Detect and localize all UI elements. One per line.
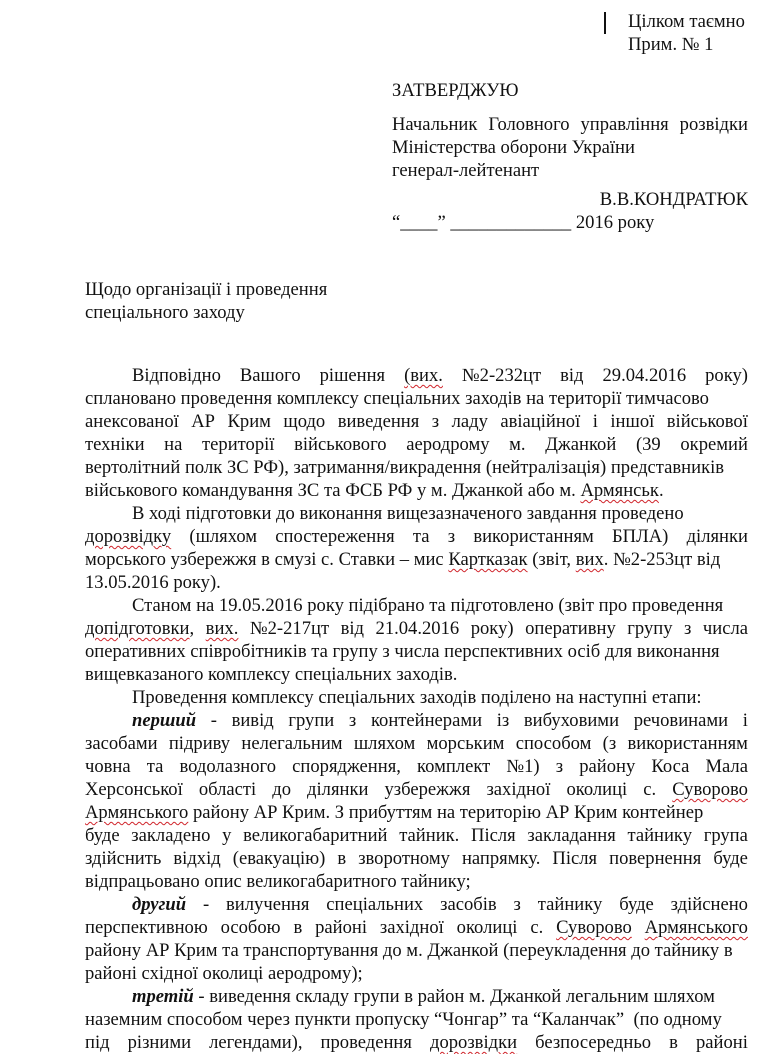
word: с. bbox=[530, 917, 544, 938]
word: в bbox=[669, 1032, 678, 1053]
word: водолазного bbox=[179, 756, 277, 777]
line bbox=[85, 801, 748, 824]
line: оперативних співробітників та групу з числа перспективних осіб для виконання bbox=[85, 641, 720, 662]
word: зворотному bbox=[358, 848, 450, 869]
word: в bbox=[337, 848, 347, 869]
misspelled-word[interactable]: вих bbox=[575, 549, 604, 570]
word: районі bbox=[695, 1032, 748, 1053]
word: безпосередньо bbox=[535, 1032, 652, 1053]
word: і bbox=[742, 710, 748, 731]
word: Вашого bbox=[239, 365, 301, 386]
misspelled-word[interactable]: дорозвідку bbox=[85, 526, 172, 547]
word: - bbox=[210, 710, 217, 731]
word: року) bbox=[470, 618, 514, 639]
word: Після bbox=[552, 848, 598, 869]
word: тайнику bbox=[537, 894, 603, 915]
word: АР bbox=[191, 411, 216, 432]
word: і bbox=[592, 411, 598, 432]
word: та bbox=[146, 756, 164, 777]
word: Мала bbox=[705, 756, 748, 777]
word: околиці bbox=[566, 779, 628, 800]
stage-label: третій bbox=[132, 986, 194, 1007]
stage-1-paragraph bbox=[85, 709, 748, 893]
word: окремий bbox=[680, 434, 748, 455]
word: аеродрому bbox=[406, 434, 490, 455]
word-group: допідготовки, bbox=[85, 618, 195, 639]
word: групу bbox=[627, 618, 673, 639]
word: військової bbox=[666, 411, 748, 432]
word: проведення bbox=[320, 1032, 412, 1053]
paragraph-4 bbox=[85, 686, 748, 709]
line: вертолітний полк ЗС РФ), затримання/викрадення (нейтралізація) представників bbox=[85, 457, 725, 478]
word: виведення bbox=[337, 411, 420, 432]
word: району bbox=[579, 756, 636, 777]
word: легендами), bbox=[209, 1032, 303, 1053]
word: особою bbox=[220, 917, 281, 938]
word: із bbox=[496, 710, 510, 731]
word: до bbox=[272, 779, 291, 800]
word: околиці bbox=[456, 917, 518, 938]
text: району АР Крим. З прибуттям на територію АР Крим контейнер bbox=[188, 802, 704, 823]
word: оперативну bbox=[525, 618, 616, 639]
word: від bbox=[340, 618, 364, 639]
word: ділянки bbox=[307, 779, 369, 800]
word: з bbox=[555, 756, 564, 777]
subject-line2: спеціального заходу bbox=[85, 302, 245, 323]
word: техніки bbox=[85, 434, 145, 455]
text: військового командування ЗС та ФСБ РФ у м. Джанкой або м. bbox=[85, 480, 581, 501]
word: закладено bbox=[131, 825, 211, 846]
word: великогабаритний bbox=[243, 825, 388, 846]
word: морським bbox=[426, 733, 505, 754]
word: з bbox=[431, 411, 440, 432]
line: В ході підготовки до виконання вищезазначеного завдання проведено bbox=[132, 503, 684, 524]
line bbox=[85, 778, 748, 801]
word: використанням bbox=[473, 526, 594, 547]
word: рішення bbox=[319, 365, 386, 386]
word: ладу bbox=[451, 411, 488, 432]
word: відхід bbox=[173, 848, 221, 869]
classification-block bbox=[628, 10, 745, 56]
line bbox=[85, 433, 748, 456]
approver-position-line2: Міністерства оборони України bbox=[392, 137, 635, 158]
line: району АР Крим та транспортування до м. Джанкой (переукладення до тайнику в bbox=[85, 940, 733, 961]
document-subject bbox=[85, 278, 327, 324]
word: західної bbox=[379, 917, 444, 938]
line bbox=[85, 479, 748, 502]
misspelled-word[interactable]: (вих. bbox=[404, 365, 443, 386]
line bbox=[85, 755, 748, 778]
paragraph-2 bbox=[85, 502, 748, 594]
word: у bbox=[222, 825, 232, 846]
text: морського узбережжя в смузі с. Ставки – мис bbox=[85, 549, 449, 570]
misspelled-word[interactable]: Армянськ bbox=[580, 480, 659, 501]
paragraph-3 bbox=[85, 594, 748, 686]
word: повернення bbox=[609, 848, 702, 869]
word: засобів bbox=[440, 894, 497, 915]
word: буде bbox=[619, 894, 654, 915]
word: західної bbox=[486, 779, 551, 800]
word: тайнику bbox=[627, 825, 692, 846]
word: вивід bbox=[231, 710, 274, 731]
text: (звіт, bbox=[527, 549, 576, 570]
word: території bbox=[202, 434, 275, 455]
word: різними bbox=[127, 1032, 192, 1053]
word: з bbox=[513, 894, 521, 915]
line bbox=[85, 732, 748, 755]
line: відпрацьовано опис великогабаритного тайнику; bbox=[85, 871, 471, 892]
line bbox=[85, 893, 748, 916]
word: здійснить bbox=[85, 848, 162, 869]
word: спорядження, bbox=[292, 756, 401, 777]
word: області bbox=[198, 779, 257, 800]
word: м. bbox=[509, 434, 526, 455]
word: з bbox=[684, 618, 692, 639]
approver-rank: генерал-лейтенант bbox=[392, 160, 540, 181]
line: наземним способом через пункти пропуску “Чонгар” та “Каланчак” (по одному bbox=[85, 1009, 722, 1030]
word: Головного bbox=[488, 114, 570, 135]
line: вищевказаного комплексу спеціальних заходів. bbox=[85, 664, 458, 685]
line bbox=[85, 525, 748, 548]
text: . №2-253цт від bbox=[603, 549, 721, 570]
line: Станом на 19.05.2016 року підібрано та підготовлено (звіт про проведення bbox=[132, 595, 724, 616]
misspelled-word[interactable]: допідготовки bbox=[85, 618, 190, 639]
line bbox=[85, 548, 748, 571]
line bbox=[85, 709, 748, 732]
misspelled-word[interactable]: Суворово bbox=[672, 779, 748, 800]
line bbox=[85, 364, 748, 387]
word: перспективною bbox=[85, 917, 208, 938]
word: розвідки bbox=[679, 114, 748, 135]
word: комплект bbox=[417, 756, 491, 777]
word: контейнерами bbox=[370, 710, 483, 731]
stage-2-paragraph bbox=[85, 893, 748, 985]
word: підриву bbox=[168, 733, 231, 754]
word: №1) bbox=[506, 756, 540, 777]
word: тайник. bbox=[399, 825, 460, 846]
word: - bbox=[202, 894, 210, 915]
word: буде bbox=[85, 825, 120, 846]
stage-label: другий bbox=[132, 894, 187, 915]
word: Коса bbox=[651, 756, 690, 777]
word: районі bbox=[315, 917, 367, 938]
word: ділянки bbox=[686, 526, 748, 547]
misspelled-word[interactable]: Армянського bbox=[85, 802, 189, 823]
word: року) bbox=[705, 365, 748, 386]
document-body bbox=[85, 364, 748, 1054]
classification-label: Цілком таємно bbox=[628, 11, 745, 32]
word: на bbox=[164, 434, 183, 455]
word: в bbox=[293, 917, 303, 938]
line: сплановано проведення комплексу спеціальних заходів на території тимчасово bbox=[85, 388, 709, 409]
line bbox=[85, 847, 748, 870]
word: Херсонської bbox=[85, 779, 183, 800]
line: Проведення комплексу спеціальних заходів поділено на наступні етапи: bbox=[132, 687, 702, 708]
word: Начальник bbox=[392, 114, 478, 135]
line bbox=[85, 824, 748, 847]
word: напрямку. bbox=[461, 848, 541, 869]
word: щодо bbox=[283, 411, 326, 432]
word: шляхом bbox=[353, 733, 416, 754]
line: 13.05.2016 року). bbox=[85, 572, 221, 593]
word: Після bbox=[471, 825, 516, 846]
word: здійснено bbox=[670, 894, 748, 915]
approval-title: ЗАТВЕРДЖУЮ bbox=[392, 80, 519, 101]
word: буде bbox=[713, 848, 748, 869]
paragraph-1 bbox=[85, 364, 748, 502]
approver-block bbox=[392, 113, 748, 182]
word: вилучення bbox=[226, 894, 310, 915]
word: авіаційної bbox=[500, 411, 581, 432]
word: вибуховими bbox=[523, 710, 620, 731]
word: човна bbox=[85, 756, 131, 777]
text-cursor bbox=[604, 12, 606, 34]
misspelled-word[interactable]: дорозвідки bbox=[429, 1032, 518, 1053]
word: с. bbox=[643, 779, 657, 800]
word: Відповідно bbox=[132, 365, 221, 386]
word: (шляхом bbox=[189, 526, 258, 547]
text: - виведення складу групи в район м. Джанкой легальним шляхом bbox=[193, 986, 715, 1007]
word: використанням bbox=[627, 733, 748, 754]
line bbox=[85, 916, 748, 939]
word: від bbox=[560, 365, 584, 386]
stage-label: перший bbox=[132, 710, 197, 731]
word: спостереження bbox=[275, 526, 395, 547]
text: . bbox=[658, 480, 664, 501]
word: способом bbox=[515, 733, 592, 754]
approval-date-line: “____” _____________ 2016 року bbox=[392, 212, 655, 233]
word: (39 bbox=[635, 434, 661, 455]
word: 21.04.2016 bbox=[375, 618, 460, 639]
approver-position-line1 bbox=[392, 113, 748, 136]
word: БПЛА) bbox=[612, 526, 669, 547]
copy-number: Прим. № 1 bbox=[628, 34, 714, 55]
subject-line1: Щодо організації і проведення bbox=[85, 279, 328, 300]
word: з bbox=[348, 710, 357, 731]
word: (з bbox=[602, 733, 617, 754]
word: управління bbox=[580, 114, 669, 135]
line bbox=[85, 617, 748, 640]
word: №2-217цт bbox=[249, 618, 330, 639]
word: група bbox=[703, 825, 748, 846]
word: Джанкой bbox=[545, 434, 617, 455]
misspelled-word[interactable]: Армянського bbox=[644, 917, 748, 938]
misspelled-word[interactable]: Картказак bbox=[448, 549, 528, 570]
word: закладання bbox=[527, 825, 616, 846]
line bbox=[85, 985, 748, 1008]
word: речовинами bbox=[633, 710, 729, 731]
word: Крим bbox=[227, 411, 271, 432]
word: узбережжя bbox=[384, 779, 471, 800]
line: районі східної околиці аеродрому); bbox=[85, 963, 363, 984]
signature-name: В.В.КОНДРАТЮК bbox=[599, 189, 748, 210]
word: групи bbox=[288, 710, 335, 731]
word: з bbox=[447, 526, 456, 547]
word: іншої bbox=[610, 411, 655, 432]
word: (евакуацію) bbox=[232, 848, 326, 869]
line bbox=[85, 1031, 748, 1054]
misspelled-word[interactable]: Суворово bbox=[556, 917, 632, 938]
word: та bbox=[412, 526, 430, 547]
line bbox=[85, 410, 748, 433]
word: анексованої bbox=[85, 411, 179, 432]
word: нелегальним bbox=[241, 733, 343, 754]
word: під bbox=[85, 1032, 110, 1053]
word: засобами bbox=[85, 733, 158, 754]
word: числа bbox=[702, 618, 748, 639]
stage-3-paragraph bbox=[85, 985, 748, 1054]
misspelled-word[interactable]: вих. bbox=[205, 618, 239, 639]
word: військового bbox=[294, 434, 387, 455]
word: №2-232цт bbox=[461, 365, 542, 386]
word: 29.04.2016 bbox=[602, 365, 687, 386]
word: спеціальних bbox=[326, 894, 424, 915]
